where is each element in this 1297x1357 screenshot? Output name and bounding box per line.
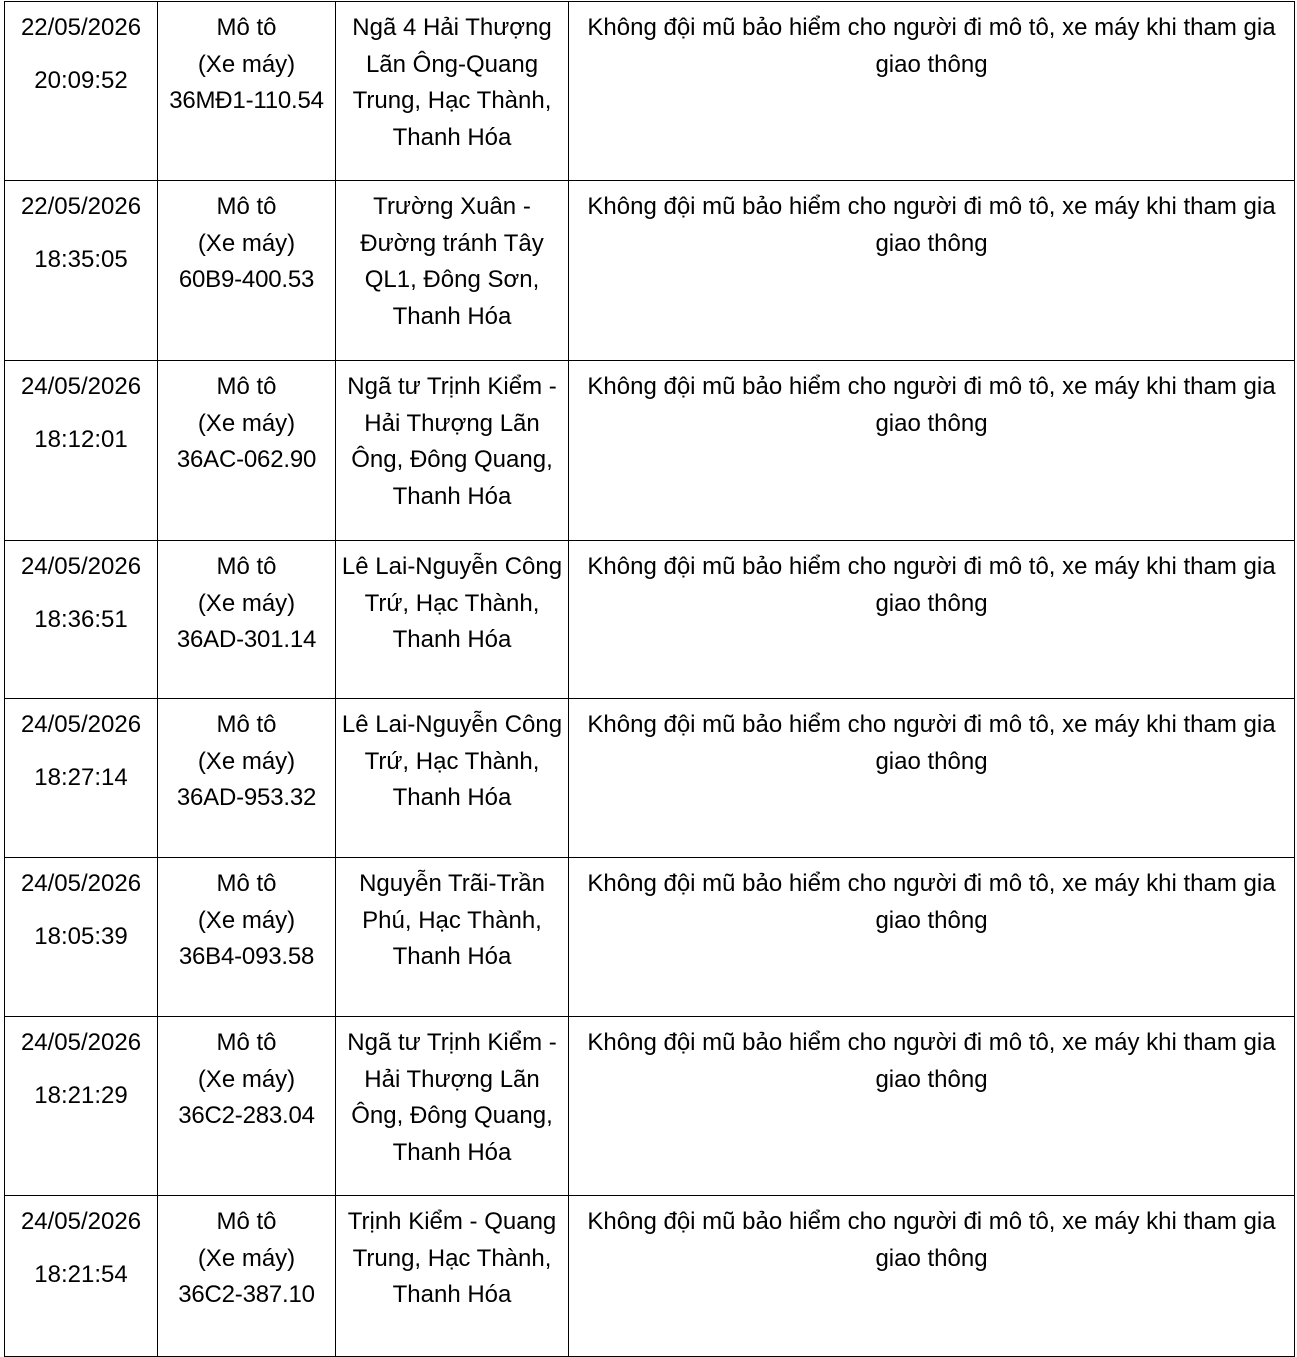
table-row (5, 1017, 1295, 1196)
table-row (5, 858, 1295, 1017)
time-cell (5, 361, 158, 541)
vehicle-subtype: (Xe máy) (197, 1244, 296, 1272)
license-plate: 36B4-093.58 (178, 943, 315, 970)
violation-time: 18:27:14 (34, 763, 128, 791)
vehicle-subtype: (Xe máy) (197, 50, 296, 78)
time-cell (5, 1017, 158, 1196)
vehicle-subtype: (Xe máy) (197, 229, 296, 257)
violation-cell: Không đội mũ bảo hiểm cho người đi mô tô, xe máy khi tham gia giao thông (569, 541, 1295, 699)
violation-date: 24/05/2026 (20, 711, 142, 738)
vehicle-subtype: (Xe máy) (197, 906, 296, 934)
license-plate: 36AC-062.90 (176, 446, 317, 473)
time-cell (5, 699, 158, 858)
vehicle-cell (158, 181, 336, 361)
time-cell (5, 858, 158, 1017)
violation-cell: Không đội mũ bảo hiểm cho người đi mô tô, xe máy khi tham gia giao thông (569, 361, 1295, 541)
vehicle-cell (158, 541, 336, 699)
location-cell: Trịnh Kiểm - Quang Trung, Hạc Thành, Thanh Hóa (336, 1196, 569, 1357)
table-row (5, 361, 1295, 541)
vehicle-subtype: (Xe máy) (197, 589, 296, 617)
vehicle-type: Mô tô (216, 14, 277, 41)
violation-cell: Không đội mũ bảo hiểm cho người đi mô tô, xe máy khi tham gia giao thông (569, 699, 1295, 858)
violation-cell: Không đội mũ bảo hiểm cho người đi mô tô, xe máy khi tham gia giao thông (569, 1017, 1295, 1196)
violation-cell: Không đội mũ bảo hiểm cho người đi mô tô, xe máy khi tham gia giao thông (569, 858, 1295, 1017)
vehicle-cell (158, 2, 336, 181)
violation-cell: Không đội mũ bảo hiểm cho người đi mô tô, xe máy khi tham gia giao thông (569, 1196, 1295, 1357)
vehicle-cell (158, 858, 336, 1017)
location-cell: Nguyễn Trãi-Trần Phú, Hạc Thành, Thanh Hóa (336, 858, 569, 1017)
violation-date: 24/05/2026 (20, 1208, 142, 1235)
violation-time: 18:12:01 (34, 425, 128, 453)
violation-date: 24/05/2026 (20, 553, 142, 580)
vehicle-type: Mô tô (216, 870, 277, 897)
violation-cell: Không đội mũ bảo hiểm cho người đi mô tô, xe máy khi tham gia giao thông (569, 2, 1295, 181)
violation-date: 24/05/2026 (20, 373, 142, 400)
location-cell: Ngã tư Trịnh Kiểm - Hải Thượng Lãn Ông, Đông Quang, Thanh Hóa (336, 361, 569, 541)
violation-cell: Không đội mũ bảo hiểm cho người đi mô tô, xe máy khi tham gia giao thông (569, 181, 1295, 361)
license-plate: 36AD-301.14 (176, 626, 317, 653)
location-cell: Trường Xuân - Đường tránh Tây QL1, Đông Sơn, Thanh Hóa (336, 181, 569, 361)
table-row (5, 699, 1295, 858)
violation-date: 24/05/2026 (20, 1029, 142, 1056)
vehicle-subtype: (Xe máy) (197, 747, 296, 775)
vehicle-cell (158, 1196, 336, 1357)
vehicle-type: Mô tô (216, 553, 277, 580)
vehicle-type: Mô tô (216, 1208, 277, 1235)
violation-date: 22/05/2026 (20, 14, 142, 41)
table-row (5, 181, 1295, 361)
violation-time: 20:09:52 (34, 66, 128, 94)
violation-time: 18:21:29 (34, 1081, 128, 1109)
vehicle-subtype: (Xe máy) (197, 1065, 296, 1093)
location-cell: Ngã 4 Hải Thượng Lãn Ông-Quang Trung, Hạc Thành, Thanh Hóa (336, 2, 569, 181)
license-plate: 36AD-953.32 (176, 784, 317, 811)
license-plate: 60B9-400.53 (178, 266, 315, 293)
vehicle-type: Mô tô (216, 711, 277, 738)
violation-time: 18:35:05 (34, 245, 128, 273)
vehicle-cell (158, 699, 336, 858)
time-cell (5, 1196, 158, 1357)
table-row (5, 2, 1295, 181)
violations-table-body (5, 2, 1295, 1357)
table-row (5, 1196, 1295, 1357)
violation-time: 18:36:51 (34, 605, 128, 633)
violation-time: 18:05:39 (34, 922, 128, 950)
vehicle-type: Mô tô (216, 373, 277, 400)
violation-date: 24/05/2026 (20, 870, 142, 897)
location-cell: Ngã tư Trịnh Kiểm - Hải Thượng Lãn Ông, Đông Quang, Thanh Hóa (336, 1017, 569, 1196)
violations-table (4, 1, 1295, 1357)
violation-date: 22/05/2026 (20, 193, 142, 220)
vehicle-type: Mô tô (216, 1029, 277, 1056)
location-cell: Lê Lai-Nguyễn Công Trứ, Hạc Thành, Thanh Hóa (336, 541, 569, 699)
license-plate: 36C2-387.10 (178, 1281, 315, 1308)
time-cell (5, 2, 158, 181)
license-plate: 36MĐ1-110.54 (169, 87, 324, 114)
vehicle-type: Mô tô (216, 193, 277, 220)
vehicle-subtype: (Xe máy) (197, 409, 296, 437)
time-cell (5, 181, 158, 361)
table-row (5, 541, 1295, 699)
violation-time: 18:21:54 (34, 1260, 128, 1288)
vehicle-cell (158, 1017, 336, 1196)
time-cell (5, 541, 158, 699)
location-cell: Lê Lai-Nguyễn Công Trứ, Hạc Thành, Thanh Hóa (336, 699, 569, 858)
vehicle-cell (158, 361, 336, 541)
license-plate: 36C2-283.04 (178, 1102, 315, 1129)
